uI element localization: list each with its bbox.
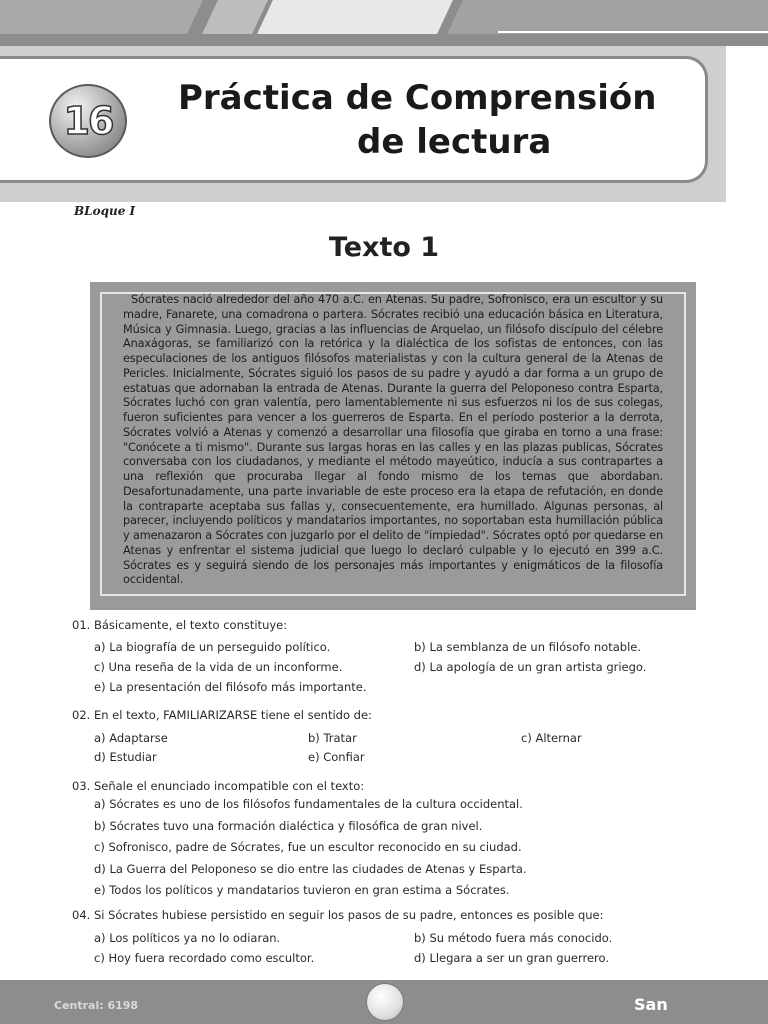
option-01-e[interactable]: e) La presentación del filósofo más importante. xyxy=(94,680,367,694)
option-03-c[interactable]: c) Sofronisco, padre de Sócrates, fue un escultor reconocido en su ciudad. xyxy=(94,840,522,854)
option-02-e[interactable]: e) Confiar xyxy=(308,750,365,764)
option-04-d[interactable]: d) Llegara a ser un gran guerrero. xyxy=(414,951,610,965)
option-01-a[interactable]: a) La biografía de un perseguido político. xyxy=(94,640,331,654)
option-03-d[interactable]: d) La Guerra del Peloponeso se dio entre las ciudades de Atenas y Esparta. xyxy=(94,862,527,876)
option-02-b[interactable]: b) Tratar xyxy=(308,731,357,745)
option-04-b[interactable]: b) Su método fuera más conocido. xyxy=(414,931,613,945)
option-04-a[interactable]: a) Los políticos ya no lo odiaran. xyxy=(94,931,281,945)
top-band xyxy=(0,0,768,46)
practice-number-badge xyxy=(49,84,127,158)
badge-number: 16 xyxy=(63,99,113,143)
option-01-d[interactable]: d) La apología de un gran artista griego. xyxy=(414,660,647,674)
question-01: 01. Básicamente, el texto constituye: xyxy=(72,618,288,632)
page-title-line2: de lectura xyxy=(357,122,552,162)
text-title: Texto 1 xyxy=(328,232,440,263)
question-04: 04. Si Sócrates hubiese persistido en seguir los pasos de su padre, entonces es posible que: xyxy=(72,908,604,922)
option-02-c[interactable]: c) Alternar xyxy=(521,731,582,745)
footer-left-text: Central: 6198 xyxy=(54,999,139,1012)
footer-band xyxy=(0,980,768,1024)
option-02-d[interactable]: d) Estudiar xyxy=(94,750,157,764)
option-02-a[interactable]: a) Adaptarse xyxy=(94,731,168,745)
page-title-line1: Práctica de Comprensión xyxy=(178,78,657,118)
option-03-a[interactable]: a) Sócrates es uno de los filósofos fundamentales de la cultura occidental. xyxy=(94,797,523,811)
reading-text: Sócrates nació alrededor del año 470 a.C. en Atenas. Su padre, Sofronisco, era un escultor y su madre, Fanarete, una comadrona o partera. Sócrates recibió una educación básica en Literatura, Música y Gimnasia. Luego, gracias a las influencias de Arquelao, un filósofo discípulo del célebre Anaxágoras, se familiarizó con la retórica y la dialéctica de los sofistas de entonces, con las especulaciones de los antiguos filósofos materialistas y con la cultura general de la Atenas de Pericles. Inicialmente, Sócrates siguió los pasos de su padre y ayudó a dar forma a un grupo de estatuas que adornaban la entrada de Atenas. Durante la guerra del Peloponeso contra Esparta, Sócrates luchó con gran valentía, pero lamentablemente ni sus esfuerzos ni los de sus colegas, fueron suficientes para vencer a los guerreros de Esparta. En el período posterior a la derrota, Sócrates volvió a Atenas y comenzó a desarrollar una filosofía que giraba en torno a una frase: "Conócete a ti mismo". Durante sus largas horas en las calles y en las plazas publicas, Sócrates conversaba con los ciudadanos, y mediante el método mayeútico, inducía a sus contrapartes a una reflexión que procuraba llegar al fondo mismo de los temas que abordaban. Desafortunadamente, una parte invariable de este proceso era la etapa de refutación, en donde la contraparte aceptaba sus fallas y, consecuentemente, era humillado. Algunas personas, al parecer, incluyendo políticos y mandatarios importantes, no soportaban esta humillación pública y amenazaron a Sócrates con juzgarlo por el delito de "impiedad". Sócrates optó por quedarse en Atenas y enfrentar el sistema judicial que luego lo declaró culpable y lo ejecutó en 399 a.C. Sócrates es y seguirá siendo de los personajes más importantes y enigmáticos de la filosofía occidental. xyxy=(123,293,663,587)
question-03: 03. Señale el enunciado incompatible con el texto: xyxy=(72,779,365,793)
section-label: BLoque I xyxy=(74,204,136,218)
option-03-e[interactable]: e) Todos los políticos y mandatarios tuvieron en gran estima a Sócrates. xyxy=(94,883,510,897)
option-01-b[interactable]: b) La semblanza de un filósofo notable. xyxy=(414,640,642,654)
footer-logo-circle xyxy=(366,983,404,1021)
option-01-c[interactable]: c) Una reseña de la vida de un inconforme. xyxy=(94,660,343,674)
footer-right-text: San xyxy=(634,995,668,1014)
option-04-c[interactable]: c) Hoy fuera recordado como escultor. xyxy=(94,951,315,965)
question-02: 02. En el texto, FAMILIARIZARSE tiene el sentido de: xyxy=(72,708,372,722)
option-03-b[interactable]: b) Sócrates tuvo una formación dialéctica y filosófica de gran nivel. xyxy=(94,819,483,833)
